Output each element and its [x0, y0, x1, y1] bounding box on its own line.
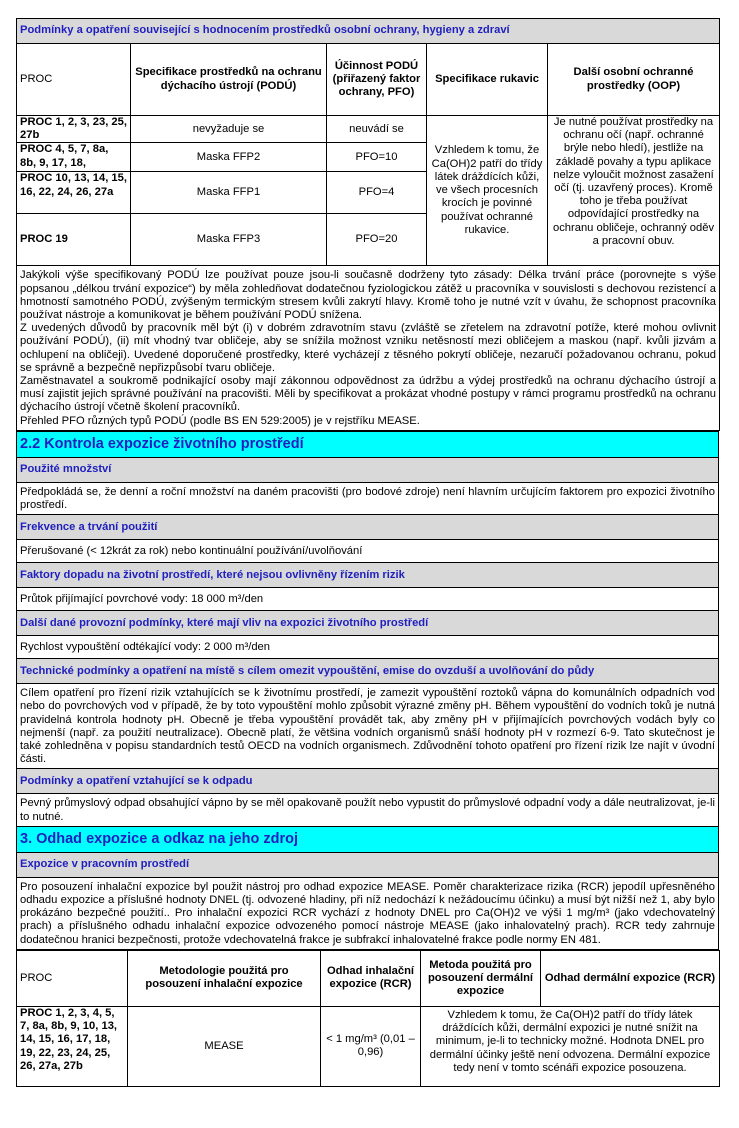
environment-table: [16, 431, 719, 950]
document-page: [16, 18, 719, 1087]
waste-title: Podmínky a opatření vztahující se k odpadu: [17, 769, 719, 794]
proc-header: PROC: [17, 44, 131, 116]
spec-row-1: nevyžaduje se: [131, 116, 327, 143]
dermal-exposure-text: Vzhledem k tomu, že Ca(OH)2 patří do třídy látek dráždících kůži, dermální expozici je nutné snížit na minimum, je-li to technicky možné. Hodnota DNEL pro dermální účinky ještě není odvozena. Dermální expozice tedy není v tomto scénáři expozice posouzena.: [421, 1006, 720, 1086]
spec-row-3: Maska FFP1: [131, 172, 327, 214]
operating-conditions-title: Další dané provozní podmínky, které mají vliv na expozici životního prostředí: [17, 611, 719, 636]
exposure-section-title: 3. Odhad expozice a odkaz na jeho zdroj: [17, 826, 719, 852]
ppe-section-title: Podmínky a opatření související s hodnocením prostředků osobní ochrany, hygieny a zdraví: [17, 19, 720, 44]
spec-row-4: Maska FFP3: [131, 214, 327, 266]
respiratory-spec-header: Specifikace prostředků na ochranu dýchacího ústrojí (PODÚ): [131, 44, 327, 116]
respiratory-notes: [17, 266, 720, 430]
other-ppe-header: Další osobní ochranné prostředky (OOP): [548, 44, 720, 116]
inhalation-estimate-header: Odhad inhalační expozice (RCR): [321, 950, 421, 1006]
exposure-estimate-table: [16, 950, 720, 1087]
technical-measures-title: Technické podmínky a opatření na místě s cílem omezit vypouštění, emise do ovzduší a uvolňování do půdy: [17, 659, 719, 684]
workplace-exposure-title: Expozice v pracovním prostředí: [17, 852, 719, 877]
other-ppe-text: Je nutné používat prostředky na ochranu očí (např. ochranné brýle nebo hledí), jestliže na základě povahy a typu aplikace nelze vyloučit možnost zasažení očí (tj. uzavřený proces). Kromě toho je třeba používat odpovídající prostředky na ochranu obličeje, ochranný oděv a pracovní obuv.: [548, 116, 720, 266]
workplace-exposure-text: Pro posouzení inhalační expozice byl použit nástroj pro odhad expozice MEASE. Poměr charakterizace rizika (RCR) jepodíl upřesněného odhadu expozice a příslušné hodnoty DNEL (tj. odvozené hladiny, při níž nedochází k nežádoucímu účinku) a musí být nižší než 1, aby bylo prokázáno bezpečné použití.. Pro inhalační expozici RCR vychází z hodnoty DNEL pro Ca(OH)2 ve výši 1 mg/m³ (jako vdechovatelný prach) a příslušného odhadu inhalační expozice odvozeného pomocí nástroje MEASE (jako inhalovatelný prach). RCR tedy zahrnuje dodatečnou hranici bezpečnosti, protože vdechovatelná frakce je subfrakcí inhalovatelné frakce podle normy EN 481.: [17, 877, 719, 949]
frequency-title: Frekvence a trvání použití: [17, 515, 719, 540]
inhalation-method: MEASE: [128, 1006, 321, 1086]
dermal-estimate-header: Odhad dermální expozice (RCR): [541, 950, 720, 1006]
ppe-table: [16, 18, 720, 431]
pfo-row-2: PFO=10: [327, 143, 427, 172]
inhalation-estimate: < 1 mg/m³ (0,01 – 0,96): [321, 1006, 421, 1086]
proc-row-2: PROC 4, 5, 7, 8a, 8b, 9, 17, 18,: [17, 143, 131, 172]
waste-text: Pevný průmyslový odpad obsahující vápno by se měl opakovaně použít nebo vypustit do průmyslové odpadní vody a dále neutralizovat, je-li to nutné.: [17, 794, 719, 826]
frequency-text: Přerušované (< 12krát za rok) nebo kontinuální používání/uvolňování: [17, 540, 719, 563]
efficiency-header: Účinnost PODÚ (přiřazený faktor ochrany, PFO): [327, 44, 427, 116]
exposure-proc-header: PROC: [17, 950, 128, 1006]
respiratory-paragraph-2: Z uvedených důvodů by pracovník měl být (i) v dobrém zdravotním stavu (zvláště se zřetelem na zdravotní potíže, které mohou ovlivnit používání PODÚ), (ii) mít vhodný tvar obličeje, aby se snížila možnost vzniku netěsností mezi obličejem a maskou (např. kvůli jizvám a ochlupení na obličeji). Uvedené doporučené prostředky, které vycházejí z těsného pokrytí obličeje, nezaručí požadovanou ochranu, pokud se správně a bezpečně nepřizpůsobí tvaru obličeje.: [20, 322, 717, 374]
spec-row-2: Maska FFP2: [131, 143, 327, 172]
proc-row-3: PROC 10, 13, 14, 15, 16, 22, 24, 26, 27a: [17, 172, 131, 214]
dermal-method-header: Metoda použitá pro posouzení dermální expozice: [421, 950, 541, 1006]
proc-row-4: PROC 19: [17, 214, 131, 266]
inhalation-method-header: Metodologie použitá pro posouzení inhalační expozice: [128, 950, 321, 1006]
operating-conditions-text: Rychlost vypouštění odtékající vody: 2 000 m³/den: [17, 636, 719, 659]
respiratory-paragraph-3: Zaměstnavatel a soukromě podnikající osoby mají zákonnou odpovědnost za údržbu a výdej prostředků na ochranu dýchacího ústrojí a musí zajistit jejich správné používání na pracovišti. Měli by specifikovat a prokázat vhodné postupy v rámci programu prostředků na ochranu dýchacího ústrojí včetně školení pracovníků.: [20, 375, 717, 414]
proc-row-1: PROC 1, 2, 3, 23, 25, 27b: [17, 116, 131, 143]
technical-measures-text: Cílem opatření pro řízení rizik vztahujících se k životnímu prostředí, je zamezit vypouštění roztoků vápna do komunálních odpadních vod nebo do povrchových vod v případě, že by toto vypouštění mohlo způsobit výrazné změny pH. Během vypouštění do vodních toků je nutná pravidelná kontrola hodnoty pH. Obecně je třeba vypouštění provádět tak, aby změny pH v přijímajících povrchových vodách byly co nejmenší (např. za použití neutralizace). Obecně platí, že většina vodních organismů snáší hodnoty pH v rozmezí 6-9. Tato skutečnost je také zohledněna v popisu standardních testů OECD na vodních organismech. Zdůvodnění tohoto opatření pro řízení rizik lze najít v úvodní části.: [17, 684, 719, 769]
pfo-row-4: PFO=20: [327, 214, 427, 266]
impact-factors-title: Faktory dopadu na životní prostředí, které nejsou ovlivněny řízením rizik: [17, 563, 719, 588]
impact-factors-text: Průtok přijímající povrchové vody: 18 000 m³/den: [17, 588, 719, 611]
pfo-row-1: neuvádí se: [327, 116, 427, 143]
quantity-title: Použité množství: [17, 457, 719, 482]
gloves-text: Vzhledem k tomu, že Ca(OH)2 patří do třídy látek dráždících kůži, ve všech procesních krocích je povinné používat ochranné rukavice.: [427, 116, 548, 266]
gloves-header: Specifikace rukavic: [427, 44, 548, 116]
environment-section-title: 2.2 Kontrola expozice životního prostředí: [17, 431, 719, 457]
quantity-text: Předpokládá se, že denní a roční množství na daném pracovišti (pro bodové zdroje) není hlavním určujícím faktorem pro expozici životního prostředí.: [17, 482, 719, 514]
respiratory-paragraph-1: Jakýkoli výše specifikovaný PODÚ lze používat pouze jsou-li současně dodrženy tyto zásady: Délka trvání práce (porovnejte s výše popsanou „délkou trvání expozice“) by měla zohledňovat dodatečnou fyziologickou zátěž u pracovníka v souvislosti s dechovou rezistencí a hmotností samotného PODÚ, zvýšeným termickým stresem kvůli zakrytí hlavy. Kromě toho je nutné vzít v úvahu, že schopnost pracovníka používat nástroje a komunikovat je během používání PODÚ snížena.: [20, 269, 717, 322]
respiratory-paragraph-4: Přehled PFO různých typů PODÚ (podle BS EN 529:2005) je v rejstříku MEASE.: [20, 414, 420, 427]
exposure-proc-list: PROC 1, 2, 3, 4, 5, 7, 8a, 8b, 9, 10, 13, 14, 15, 16, 17, 18, 19, 22, 23, 24, 25, 26, 27a, 27b: [17, 1006, 128, 1086]
pfo-row-3: PFO=4: [327, 172, 427, 214]
